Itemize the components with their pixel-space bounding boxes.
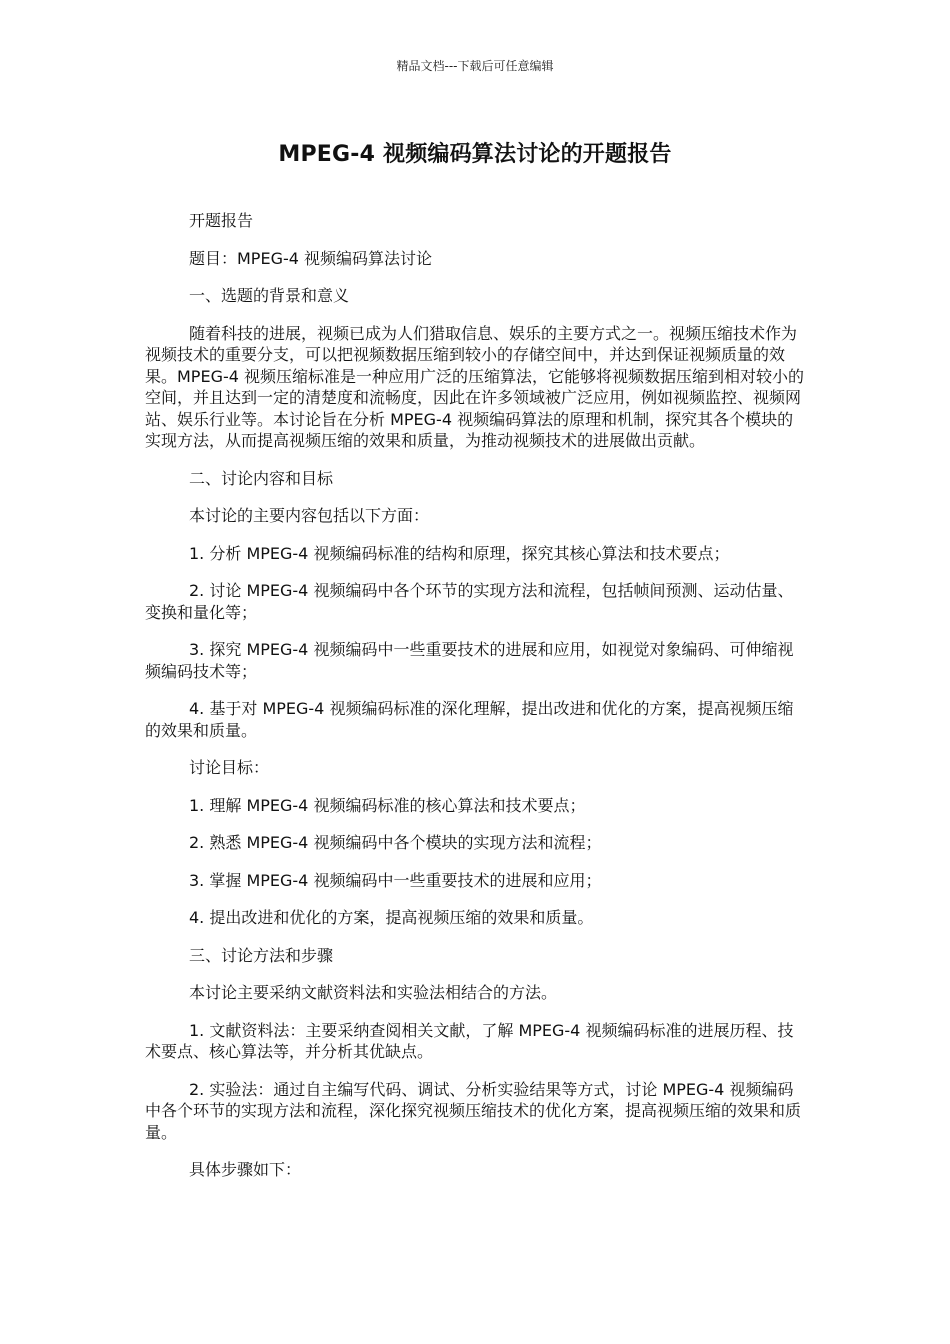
method-item: 1. 文献资料法：主要采纳查阅相关文献，了解 MPEG-4 视频编码标准的进展历程、技术要点、核心算法等，并分析其优缺点。 <box>145 1020 794 1061</box>
header-note: 精品文档---下载后可任意编辑 <box>396 59 554 73</box>
content-item: 1. 分析 MPEG-4 视频编码标准的结构和原理，探究其核心算法和技术要点； <box>189 543 730 563</box>
goals-heading: 讨论目标： <box>189 758 270 777</box>
document-body <box>145 210 805 1197</box>
content-item: 4. 基于对 MPEG-4 视频编码标准的深化理解，提出改进和优化的方案，提高视频压缩的效果和质量。 <box>145 699 794 740</box>
goal-item: 4. 提出改进和优化的方案，提高视频压缩的效果和质量。 <box>189 908 594 927</box>
paragraph-methods-intro: 本讨论主要采纳文献资料法和实验法相结合的方法。 <box>189 983 558 1002</box>
paragraph-topic: 题目：MPEG-4 视频编码算法讨论 <box>189 248 433 268</box>
section-heading-3: 三、讨论方法和步骤 <box>189 945 334 965</box>
goal-item: 3. 掌握 MPEG-4 视频编码中一些重要技术的进展和应用； <box>189 870 602 890</box>
method-item: 2. 实验法：通过自主编写代码、调试、分析实验结果等方式，讨论 MPEG-4 视频编码中各个环节的实现方法和流程，深化探究视频压缩技术的优化方案，提高视频压缩的效果和质量。 <box>145 1079 802 1142</box>
paragraph-background: 随着科技的进展，视频已成为人们猎取信息、娱乐的主要方式之一。视频压缩技术作为视频技术的重要分支，可以把视频数据压缩到较小的存储空间中，并达到保证视频质量的效果。MPEG-4 视频压缩标准是一种应用广泛的压缩算法，它能够将视频数据压缩到相对较小的空间，并且达到一定的清楚度和流畅度，因此在许多领域被广泛应用，例如视频监控、视频网站、娱乐行业等。本讨论旨在分析 MPEG-4 视频编码算法的原理和机制，探究其各个模块的实现方法，从而提高视频压缩的效果和质量，为推动视频技术的进展做出贡献。 <box>145 323 805 450</box>
paragraph-content-intro: 本讨论的主要内容包括以下方面： <box>189 506 430 525</box>
paragraph-label: 开题报告 <box>189 211 254 230</box>
section-heading-1: 一、选题的背景和意义 <box>189 286 350 305</box>
steps-heading: 具体步骤如下： <box>189 1160 302 1179</box>
content-item: 2. 讨论 MPEG-4 视频编码中各个环节的实现方法和流程，包括帧间预测、运动估量、变换和量化等； <box>145 581 794 622</box>
goal-item: 2. 熟悉 MPEG-4 视频编码中各个模块的实现方法和流程； <box>189 833 602 852</box>
document-title: MPEG-4 视频编码算法讨论的开题报告 <box>278 142 672 167</box>
goal-item: 1. 理解 MPEG-4 视频编码标准的核心算法和技术要点； <box>189 795 586 815</box>
section-heading-2: 二、讨论内容和目标 <box>189 468 334 488</box>
content-item: 3. 探究 MPEG-4 视频编码中一些重要技术的进展和应用，如视觉对象编码、可伸缩视频编码技术等； <box>145 640 794 681</box>
